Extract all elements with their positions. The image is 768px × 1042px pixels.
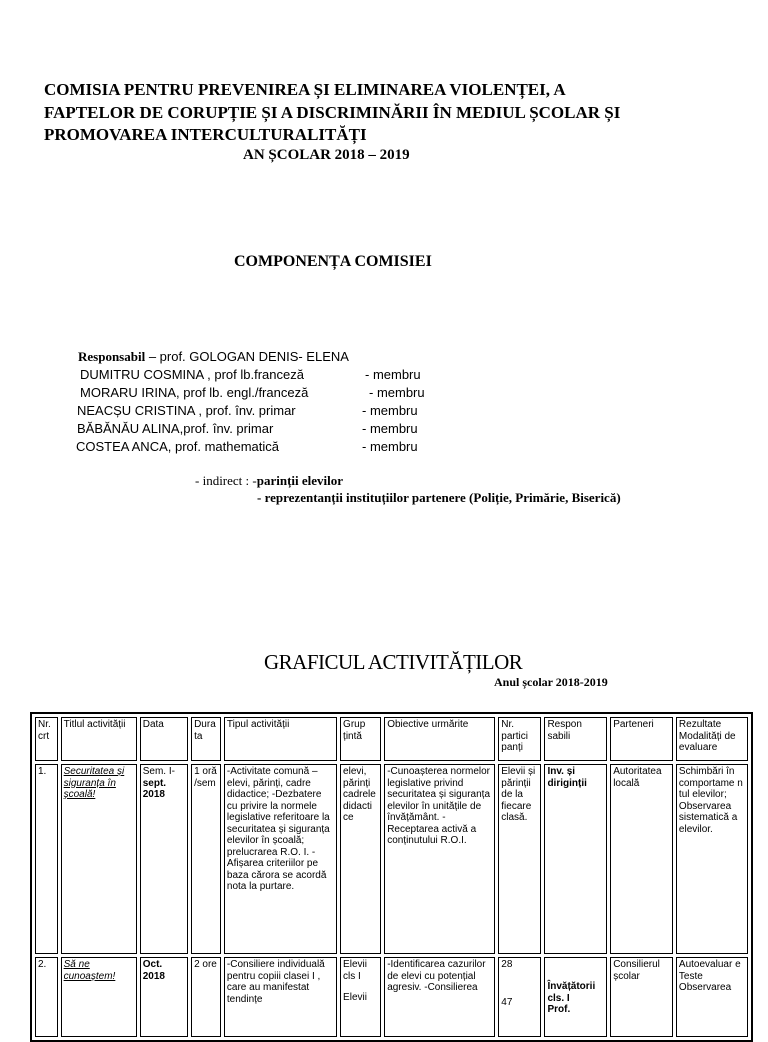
column-header: Grup țintă	[340, 717, 381, 761]
column-header: Nr. crt	[35, 717, 58, 761]
responsible-line	[78, 348, 349, 366]
cell-partners: Consilierul școlar	[610, 957, 673, 1037]
schedule-title: GRAFICUL ACTIVITĂȚILOR	[264, 650, 523, 674]
column-header: Respon sabili	[544, 717, 607, 761]
member-role: - membru	[362, 403, 418, 418]
cell-results: Schimbări în comportame n tul elevilor; Observarea sistematică a elevilor.	[676, 764, 748, 954]
cell-participants-a: 28	[501, 959, 513, 970]
column-header: Dura ta	[191, 717, 221, 761]
cell-responsible	[544, 957, 607, 1037]
member-role: - membru	[369, 385, 425, 400]
column-header: Titlul activității	[61, 717, 137, 761]
cell-group: elevi, părinți cadrele didacti ce	[340, 764, 381, 954]
member-name: MORARU IRINA, prof lb. engl./franceză	[80, 385, 309, 400]
cell-date-a: Sem. I-	[142, 766, 175, 777]
column-header: Data	[140, 717, 188, 761]
indirect-prefix: - indirect : -	[195, 473, 257, 488]
table-row	[35, 957, 748, 1037]
cell-date-b: Oct. 2018	[142, 959, 165, 982]
cell-responsible-a: Învățătorii cls. I	[547, 981, 596, 1004]
member-role: - membru	[362, 421, 418, 436]
cell-type: -Activitate comună – elevi, părinți, cadre didactice; -Dezbatere cu privire la normele legislative referitoare la securitatea și siguranța elevilor în școală; prelucrarea R.O. I. -Afișarea criteriilor pe baza cărora se acordă nota la purtare.	[224, 764, 337, 954]
member-role: - membru	[362, 439, 418, 454]
cell-title: Securitatea și siguranța în școală!	[61, 764, 137, 954]
member-name: BĂBĂNĂU ALINA,prof. înv. primar	[77, 421, 274, 436]
cell-objectives: -Cunoașterea normelor legislative privind securitatea și siguranța elevilor în unitățile de învățământ. -Receptarea activă a conținutului R.O.I.	[384, 764, 495, 954]
cell-duration: 2 ore	[191, 957, 221, 1037]
cell-participants-b: 47	[501, 996, 513, 1008]
committee-title: COMPONENȚA COMISIEI	[234, 253, 432, 270]
cell-duration: 1 oră /sem	[191, 764, 221, 954]
indirect-line-1	[195, 473, 343, 489]
column-header: Parteneri	[610, 717, 673, 761]
column-header: Rezultate Modalități de evaluare	[676, 717, 748, 761]
cell-nr: 1.	[35, 764, 58, 954]
activities-table	[30, 712, 753, 1042]
cell-partners: Autoritatea locală	[610, 764, 673, 954]
table-row	[35, 764, 748, 954]
responsible-label: Responsabil	[78, 349, 146, 364]
main-title-line-1: COMISIA PENTRU PREVENIREA ȘI ELIMINAREA VIOLENȚEI, A	[44, 80, 566, 99]
cell-responsible-b: Prof.	[547, 1004, 571, 1015]
cell-participants	[498, 957, 541, 1037]
member-role: - membru	[365, 367, 421, 382]
indirect-parents: parinții elevilor	[256, 473, 344, 488]
cell-title: Să ne cunoaștem!	[61, 957, 137, 1037]
indirect-line-2: - reprezentanții instituțiilor partenere (Poliție, Primărie, Biserică)	[257, 490, 621, 505]
main-title-line-3: PROMOVAREA INTERCULTURALITĂȚI	[44, 125, 367, 144]
responsible-text: – prof. GOLOGAN DENIS- ELENA	[145, 349, 349, 364]
main-title-line-2: FAPTELOR DE CORUPȚIE ȘI A DISCRIMINĂRII ÎN MEDIUL ȘCOLAR ȘI	[44, 103, 621, 122]
cell-results: Autoevaluar e Teste Observarea	[676, 957, 748, 1037]
cell-type: -Consiliere individuală pentru copiii clasei I , care au manifestat tendințe	[224, 957, 337, 1037]
schedule-subtitle: Anul școlar 2018-2019	[494, 675, 608, 689]
cell-date	[140, 957, 188, 1037]
cell-responsible: Inv. și diriginții	[544, 764, 607, 954]
column-header: Nr. partici panți	[498, 717, 541, 761]
member-name: COSTEA ANCA, prof. mathematică	[76, 439, 280, 454]
cell-group-a: Elevii cls I	[343, 959, 367, 982]
school-year: AN ȘCOLAR 2018 – 2019	[243, 147, 410, 163]
member-name: DUMITRU COSMINA , prof lb.franceză	[80, 367, 304, 382]
cell-group-b: Elevii	[343, 992, 367, 1003]
column-header: Tipul activității	[224, 717, 337, 761]
cell-date-b: sept. 2018	[142, 777, 167, 800]
cell-objectives: -Identificarea cazurilor de elevi cu potențial agresiv. -Consilierea	[384, 957, 495, 1037]
cell-group	[340, 957, 381, 1037]
cell-nr: 2.	[35, 957, 58, 1037]
cell-date	[140, 764, 188, 954]
cell-participants: Elevii și părinții de la fiecare clasă.	[498, 764, 541, 954]
table-header-row	[35, 717, 748, 761]
member-name: NEACȘU CRISTINA , prof. înv. primar	[77, 403, 296, 418]
column-header: Obiective urmărite	[384, 717, 495, 761]
